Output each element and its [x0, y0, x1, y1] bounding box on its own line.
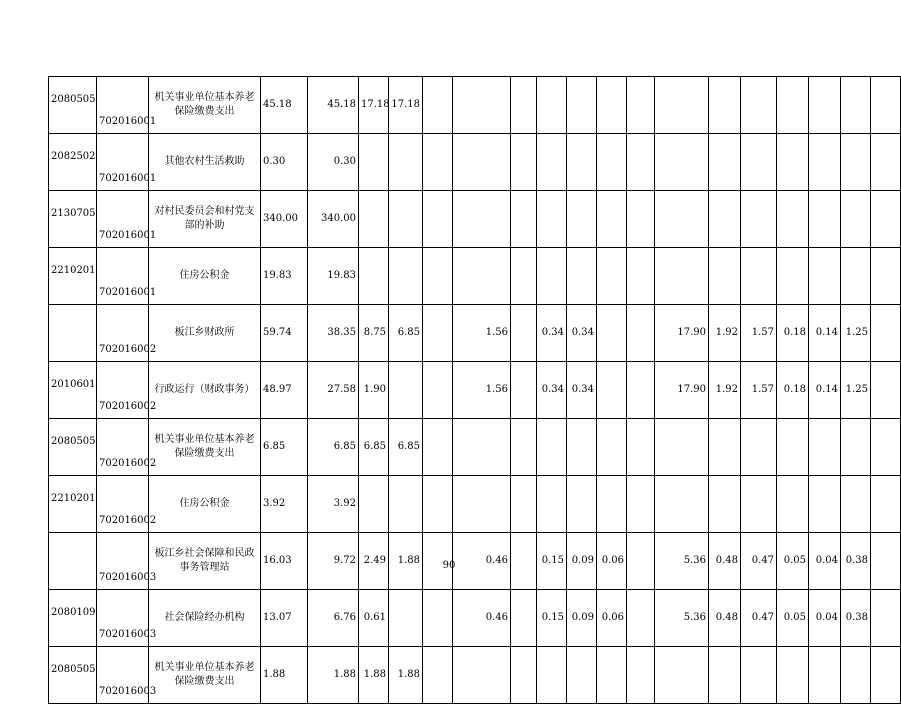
amount-cell: 1.57	[741, 305, 777, 362]
amount-cell	[871, 191, 901, 248]
amount-cell: 0.46	[453, 533, 511, 590]
amount-cell	[359, 191, 389, 248]
amount-cell	[627, 362, 655, 419]
amount-cell	[841, 476, 871, 533]
amount-cell	[453, 419, 511, 476]
amount-cell	[809, 419, 841, 476]
account-code-cell: 702016002	[97, 419, 149, 476]
amount-cell	[655, 191, 709, 248]
amount-cell	[741, 77, 777, 134]
amount-cell	[741, 647, 777, 704]
amount-cell: 6.85	[389, 419, 423, 476]
function-code-cell: 2010601	[49, 362, 97, 419]
amount-cell: 0.04	[809, 533, 841, 590]
amount-cell: 0.46	[453, 590, 511, 647]
amount-cell: 0.30	[308, 134, 359, 191]
amount-cell: 1.88	[389, 647, 423, 704]
amount-cell: 0.48	[709, 533, 741, 590]
amount-cell	[777, 248, 809, 305]
account-code-cell: 702016002	[97, 362, 149, 419]
amount-cell	[709, 647, 741, 704]
item-name-cell: 住房公积金	[149, 248, 261, 305]
amount-cell	[537, 77, 567, 134]
amount-cell: 17.18	[389, 77, 423, 134]
amount-cell	[423, 647, 453, 704]
amount-cell	[841, 191, 871, 248]
account-code-cell: 702016001	[97, 191, 149, 248]
amount-cell	[809, 248, 841, 305]
function-code-cell: 2210201	[49, 248, 97, 305]
amount-cell	[627, 419, 655, 476]
amount-cell	[871, 134, 901, 191]
amount-cell	[423, 419, 453, 476]
amount-cell	[777, 77, 809, 134]
amount-cell	[741, 134, 777, 191]
amount-cell	[741, 476, 777, 533]
amount-cell: 0.09	[567, 533, 597, 590]
amount-cell: 1.57	[741, 362, 777, 419]
table-row	[49, 191, 901, 248]
amount-cell: 1.25	[841, 305, 871, 362]
amount-cell	[423, 134, 453, 191]
amount-cell: 0.47	[741, 590, 777, 647]
item-name-cell: 其他农村生活救助	[149, 134, 261, 191]
amount-cell	[709, 134, 741, 191]
amount-cell	[567, 134, 597, 191]
amount-cell	[537, 248, 567, 305]
amount-cell	[567, 77, 597, 134]
amount-cell	[655, 419, 709, 476]
account-code-cell: 702016003	[97, 590, 149, 647]
amount-cell	[359, 134, 389, 191]
amount-cell	[655, 248, 709, 305]
item-name-cell: 行政运行（财政事务）	[149, 362, 261, 419]
amount-cell	[389, 476, 423, 533]
amount-cell	[871, 476, 901, 533]
amount-cell	[511, 362, 537, 419]
amount-cell: 0.14	[809, 362, 841, 419]
amount-cell: 1.56	[453, 362, 511, 419]
amount-cell	[511, 305, 537, 362]
amount-cell	[389, 590, 423, 647]
amount-cell	[423, 362, 453, 419]
amount-cell	[627, 191, 655, 248]
amount-cell	[655, 77, 709, 134]
amount-cell	[871, 77, 901, 134]
amount-cell	[655, 134, 709, 191]
amount-cell: 0.34	[567, 305, 597, 362]
amount-cell: 45.18	[308, 77, 359, 134]
total-amount-cell: 3.92	[261, 476, 308, 533]
function-code-cell: 2080505	[49, 647, 97, 704]
amount-cell	[841, 419, 871, 476]
amount-cell: 6.85	[359, 419, 389, 476]
total-amount-cell: 6.85	[261, 419, 308, 476]
amount-cell	[511, 647, 537, 704]
amount-cell	[809, 191, 841, 248]
amount-cell	[777, 419, 809, 476]
function-code-cell: 2082502	[49, 134, 97, 191]
account-code-cell: 702016001	[97, 77, 149, 134]
amount-cell: 0.47	[741, 533, 777, 590]
amount-cell	[627, 476, 655, 533]
total-amount-cell: 19.83	[261, 248, 308, 305]
amount-cell	[453, 77, 511, 134]
amount-cell: 6.76	[308, 590, 359, 647]
item-name-cell: 板江乡财政所	[149, 305, 261, 362]
amount-cell	[841, 647, 871, 704]
amount-cell	[871, 590, 901, 647]
amount-cell	[511, 77, 537, 134]
account-code-cell: 702016001	[97, 134, 149, 191]
amount-cell	[567, 476, 597, 533]
amount-cell	[511, 134, 537, 191]
amount-cell: 0.06	[597, 533, 627, 590]
amount-cell: 1.56	[453, 305, 511, 362]
amount-cell: 0.15	[537, 533, 567, 590]
amount-cell	[871, 305, 901, 362]
account-code-cell: 702016002	[97, 305, 149, 362]
amount-cell: 17.18	[359, 77, 389, 134]
amount-cell	[597, 191, 627, 248]
amount-cell	[777, 134, 809, 191]
amount-cell	[655, 647, 709, 704]
function-code-cell: 2130705	[49, 191, 97, 248]
amount-cell	[389, 134, 423, 191]
amount-cell	[597, 362, 627, 419]
amount-cell	[453, 476, 511, 533]
amount-cell	[537, 419, 567, 476]
amount-cell	[871, 647, 901, 704]
amount-cell: 0.34	[567, 362, 597, 419]
amount-cell	[537, 134, 567, 191]
amount-cell: 0.18	[777, 362, 809, 419]
amount-cell	[709, 248, 741, 305]
amount-cell	[567, 248, 597, 305]
amount-cell	[423, 590, 453, 647]
table-row	[49, 362, 901, 419]
amount-cell: 0.06	[597, 590, 627, 647]
function-code-cell: 2080505	[49, 419, 97, 476]
amount-cell	[511, 419, 537, 476]
item-name-cell: 机关事业单位基本养老保险缴费支出	[149, 647, 261, 704]
amount-cell: 0.18	[777, 305, 809, 362]
amount-cell: 0.15	[537, 590, 567, 647]
amount-cell	[809, 476, 841, 533]
amount-cell: 0.34	[537, 362, 567, 419]
total-amount-cell: 1.88	[261, 647, 308, 704]
amount-cell: 38.35	[308, 305, 359, 362]
amount-cell	[423, 77, 453, 134]
total-amount-cell: 0.30	[261, 134, 308, 191]
amount-cell	[453, 248, 511, 305]
amount-cell	[627, 647, 655, 704]
amount-cell	[709, 191, 741, 248]
function-code-cell: 2080109	[49, 590, 97, 647]
amount-cell	[777, 476, 809, 533]
amount-cell: 1.88	[308, 647, 359, 704]
amount-cell: 5.36	[655, 590, 709, 647]
function-code-cell	[49, 305, 97, 362]
amount-cell	[359, 476, 389, 533]
amount-cell	[423, 191, 453, 248]
amount-cell	[741, 248, 777, 305]
total-amount-cell: 13.07	[261, 590, 308, 647]
amount-cell: 1.88	[389, 533, 423, 590]
table-row	[49, 134, 901, 191]
amount-cell	[597, 77, 627, 134]
amount-cell: 0.14	[809, 305, 841, 362]
amount-cell: 0.34	[537, 305, 567, 362]
amount-cell: 0.05	[777, 533, 809, 590]
amount-cell: 17.90	[655, 362, 709, 419]
amount-cell: 0.38	[841, 590, 871, 647]
amount-cell	[871, 419, 901, 476]
amount-cell	[537, 647, 567, 704]
function-code-cell: 2080505	[49, 77, 97, 134]
amount-cell: 0.04	[809, 590, 841, 647]
amount-cell	[511, 248, 537, 305]
amount-cell	[627, 305, 655, 362]
amount-cell	[389, 191, 423, 248]
account-code-cell: 702016003	[97, 533, 149, 590]
amount-cell	[809, 134, 841, 191]
amount-cell	[389, 248, 423, 305]
amount-cell	[511, 191, 537, 248]
amount-cell	[871, 248, 901, 305]
amount-cell	[655, 476, 709, 533]
amount-cell	[841, 134, 871, 191]
amount-cell: 5.36	[655, 533, 709, 590]
item-name-cell: 住房公积金	[149, 476, 261, 533]
amount-cell: 8.75	[359, 305, 389, 362]
amount-cell	[777, 191, 809, 248]
amount-cell: 0.05	[777, 590, 809, 647]
total-amount-cell: 16.03	[261, 533, 308, 590]
amount-cell	[423, 248, 453, 305]
amount-cell	[567, 419, 597, 476]
table-row	[49, 419, 901, 476]
amount-cell	[423, 305, 453, 362]
account-code-cell: 702016003	[97, 647, 149, 704]
amount-cell: 27.58	[308, 362, 359, 419]
account-code-cell: 702016001	[97, 248, 149, 305]
amount-cell	[809, 77, 841, 134]
amount-cell: 0.61	[359, 590, 389, 647]
amount-cell: 6.85	[389, 305, 423, 362]
item-name-cell: 社会保险经办机构	[149, 590, 261, 647]
amount-cell: 0.48	[709, 590, 741, 647]
budget-table	[48, 76, 901, 704]
amount-cell: 19.83	[308, 248, 359, 305]
amount-cell	[597, 134, 627, 191]
amount-cell	[709, 77, 741, 134]
amount-cell	[741, 419, 777, 476]
total-amount-cell: 340.00	[261, 191, 308, 248]
amount-cell	[709, 419, 741, 476]
item-name-cell: 板江乡社会保障和民政事务管理站	[149, 533, 261, 590]
amount-cell	[841, 77, 871, 134]
item-name-cell: 对村民委员会和村党支部的补助	[149, 191, 261, 248]
amount-cell	[597, 647, 627, 704]
table-row	[49, 647, 901, 704]
amount-cell	[627, 248, 655, 305]
amount-cell	[709, 476, 741, 533]
amount-cell	[809, 647, 841, 704]
amount-cell: 1.88	[359, 647, 389, 704]
amount-cell: 2.49	[359, 533, 389, 590]
item-name-cell: 机关事业单位基本养老保险缴费支出	[149, 419, 261, 476]
table-row	[49, 590, 901, 647]
table-row	[49, 476, 901, 533]
table-row	[49, 77, 901, 134]
function-code-cell: 2210201	[49, 476, 97, 533]
amount-cell	[871, 362, 901, 419]
amount-cell: 1.90	[359, 362, 389, 419]
amount-cell	[511, 476, 537, 533]
amount-cell	[537, 191, 567, 248]
amount-cell: 6.85	[308, 419, 359, 476]
amount-cell	[423, 476, 453, 533]
amount-cell	[567, 191, 597, 248]
amount-cell: 0.38	[841, 533, 871, 590]
table-body	[49, 77, 901, 704]
amount-cell: 17.90	[655, 305, 709, 362]
amount-cell: 3.92	[308, 476, 359, 533]
account-code-cell: 702016002	[97, 476, 149, 533]
amount-cell	[453, 647, 511, 704]
amount-cell	[627, 134, 655, 191]
amount-cell	[597, 419, 627, 476]
amount-cell: 1.92	[709, 362, 741, 419]
amount-cell	[741, 191, 777, 248]
table-row	[49, 248, 901, 305]
amount-cell: 9.72	[308, 533, 359, 590]
amount-cell	[627, 590, 655, 647]
total-amount-cell: 59.74	[261, 305, 308, 362]
amount-cell	[597, 248, 627, 305]
amount-cell	[389, 362, 423, 419]
amount-cell	[627, 77, 655, 134]
amount-cell	[453, 134, 511, 191]
amount-cell	[597, 476, 627, 533]
total-amount-cell: 48.97	[261, 362, 308, 419]
amount-cell	[453, 191, 511, 248]
page-number: 90	[442, 560, 456, 571]
amount-cell: 1.92	[709, 305, 741, 362]
amount-cell	[359, 248, 389, 305]
amount-cell	[597, 305, 627, 362]
amount-cell	[511, 590, 537, 647]
amount-cell: 1.25	[841, 362, 871, 419]
amount-cell: 340.00	[308, 191, 359, 248]
amount-cell	[567, 647, 597, 704]
amount-cell	[777, 647, 809, 704]
amount-cell	[537, 476, 567, 533]
total-amount-cell: 45.18	[261, 77, 308, 134]
amount-cell	[841, 248, 871, 305]
item-name-cell: 机关事业单位基本养老保险缴费支出	[149, 77, 261, 134]
amount-cell: 0.09	[567, 590, 597, 647]
table-row	[49, 305, 901, 362]
